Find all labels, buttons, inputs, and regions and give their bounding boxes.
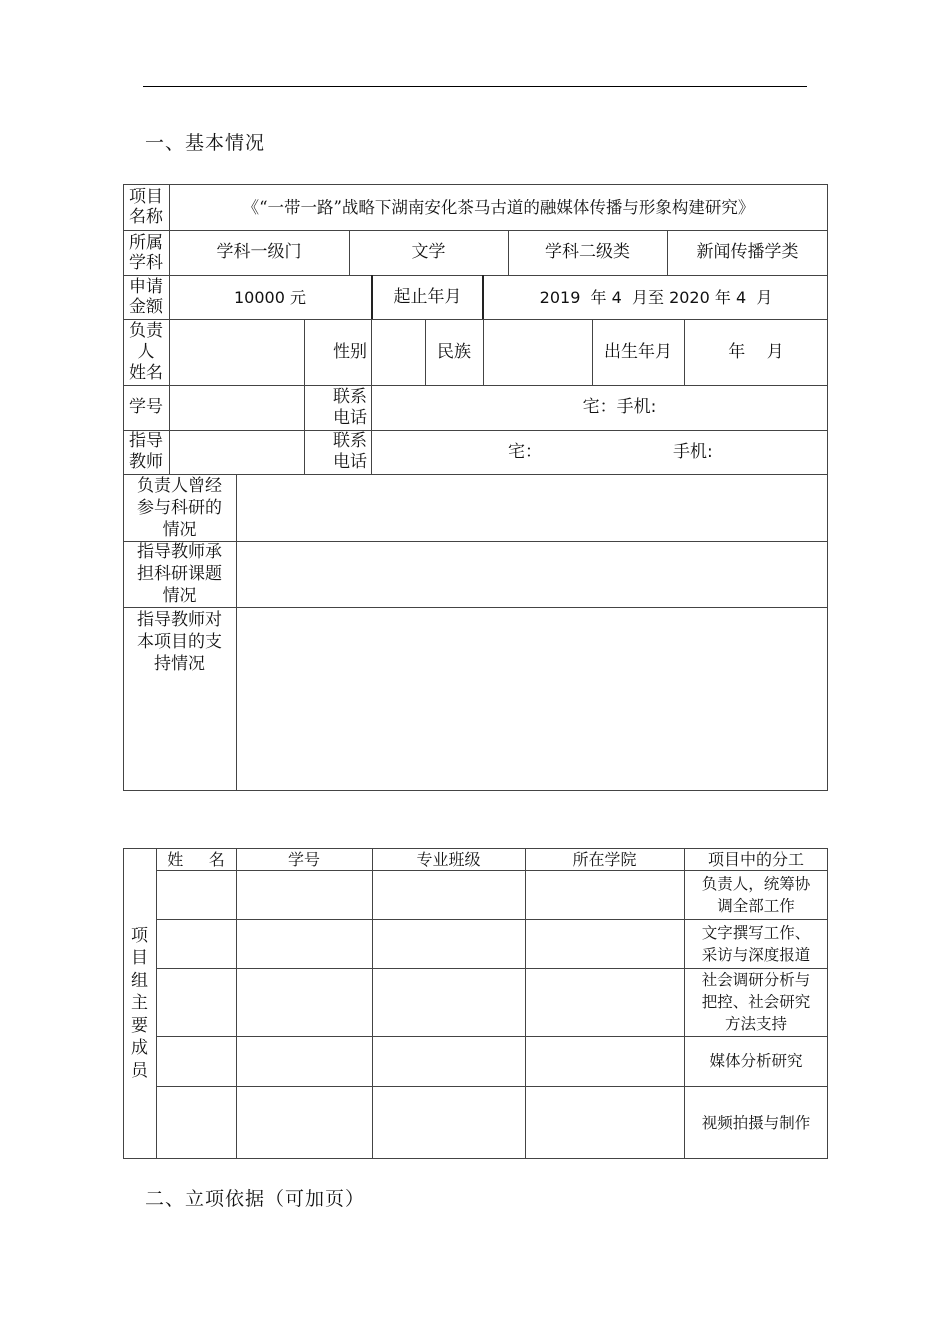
period-value: 2019 年 4 月至 2020 年 4 月: [539, 287, 773, 307]
project-name-value: 《“一带一路”战略下湖南安化茶马古道的融媒体传播与形象构建研究》: [242, 197, 755, 217]
header-major-class: 专业班级: [416, 849, 481, 869]
advisor-phone-label: 联系 电话: [333, 431, 367, 472]
header-student-id: 学号: [287, 849, 320, 869]
member-role: 负责人，统筹协 调全部工作: [701, 874, 811, 915]
leader-phone-label: 联系 电话: [333, 386, 367, 428]
header-rule: [143, 86, 807, 87]
member-role: 视频拍摄与制作: [701, 1113, 811, 1132]
member-role: 文字撰写工作、 采访与深度报道: [701, 923, 811, 964]
subject-level2-value: 新闻传播学类: [696, 242, 799, 262]
subject-label: 所属 学科: [129, 232, 163, 273]
gender-label: 性别: [333, 341, 367, 362]
member-role: 媒体分析研究: [709, 1052, 803, 1070]
advisor-name: [169, 430, 304, 474]
ethnicity-label: 民族: [437, 341, 471, 362]
advisor-phone-home: 宅：: [508, 441, 542, 462]
subject-level1-value: 文学: [411, 242, 446, 262]
birth-label: 出生年月: [604, 341, 672, 362]
advisor-support-value: [236, 607, 828, 791]
student-id-value: [169, 385, 304, 430]
ethnicity-value: [483, 319, 592, 385]
member-role: 社会调研分析与 把控、社会研究 方法支持: [701, 971, 811, 1033]
section-1-title: 一、基本情况: [145, 132, 266, 154]
header-name: 姓 名: [167, 849, 225, 869]
advisor-research-label: 指导教师承 担科研课题 情况: [137, 542, 222, 606]
funding-amount: 10000 元: [234, 287, 306, 307]
gender-value: [371, 319, 425, 385]
advisor-support-label: 指导教师对 本项目的支 持情况: [137, 610, 222, 674]
members-group-label: 项 目 组 主 要 成 员: [131, 925, 148, 1081]
header-role: 项目中的分工: [707, 849, 804, 869]
leader-research-label: 负责人曾经 参与科研的 情况: [137, 475, 222, 540]
advisor-research-value: [236, 541, 828, 607]
funding-label: 申请 金额: [129, 277, 163, 317]
period-label: 起止年月: [393, 286, 462, 307]
project-name-label: 项目 名称: [129, 187, 163, 227]
subject-level2-label: 学科二级类: [545, 242, 630, 262]
leader-phone-value: 宅：手机:: [582, 397, 657, 417]
birth-value: 年 月: [728, 341, 784, 362]
leader-label: 负责 人 姓名: [129, 320, 163, 383]
section-2-title: 二、立项依据（可加页）: [145, 1188, 366, 1210]
student-id-label: 学号: [129, 397, 163, 417]
leader-name: [169, 319, 304, 385]
subject-level1-label: 学科一级门: [216, 242, 302, 262]
header-college: 所在学院: [572, 849, 637, 869]
leader-research-value: [236, 474, 828, 541]
advisor-label: 指导 教师: [129, 431, 163, 472]
advisor-phone-mobile: 手机:: [673, 441, 713, 462]
